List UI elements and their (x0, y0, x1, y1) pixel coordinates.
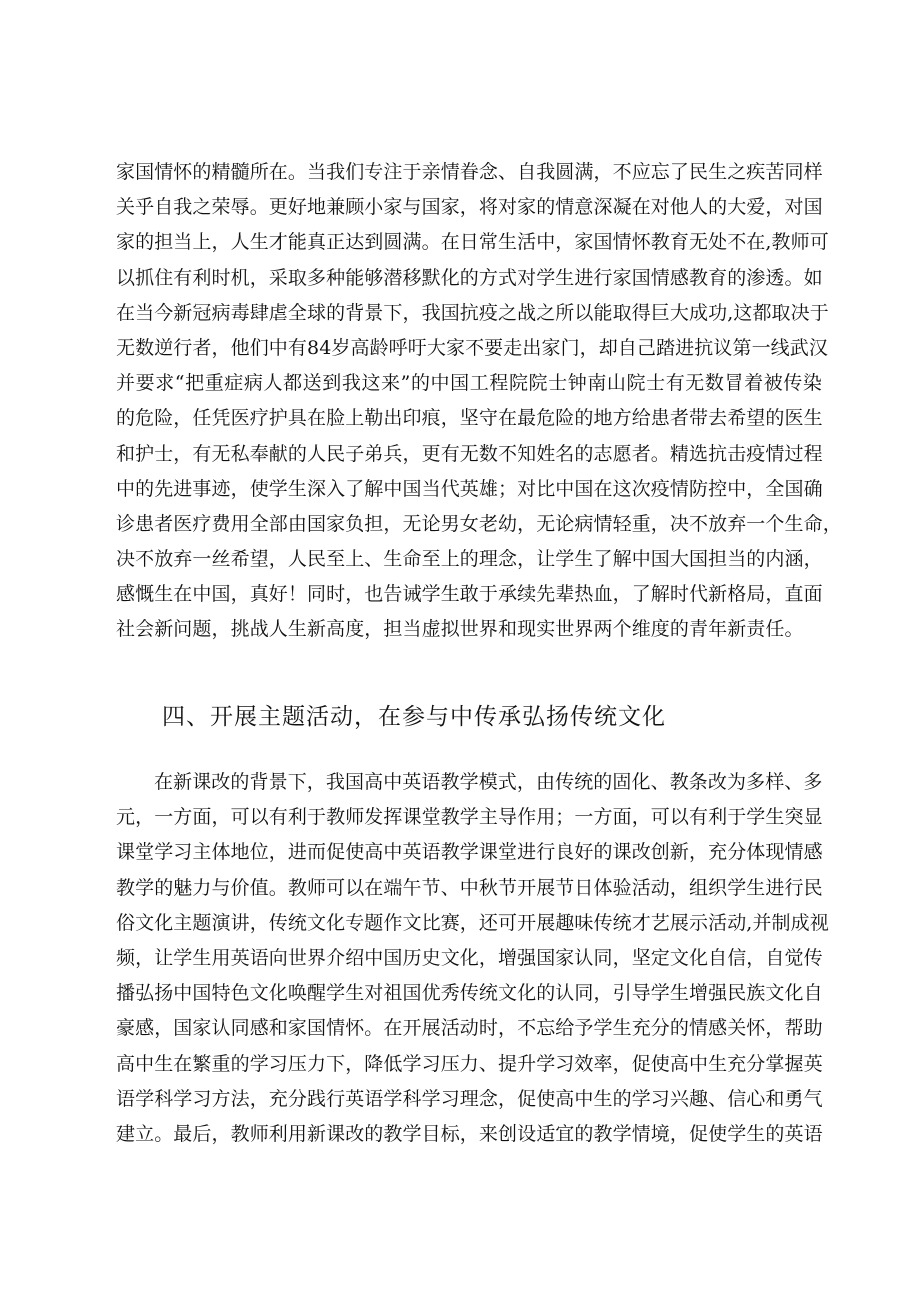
text-line: 以抓住有利时机，采取多种能够潜移默化的方式对学生进行家国情感教育的渗透。如 (116, 266, 823, 289)
text-line: 社会新问题，挑战人生新高度，担当虚拟世界和现实世界两个维度的青年新责任。 (116, 618, 804, 641)
text-line: 感慨生在中国，真好！同时，也告诫学生敢于承续先辈热血，了解时代新格局，直面 (116, 583, 823, 606)
text-line: 豪感，国家认同感和家国情怀。在开展活动时，不忘给予学生充分的情感关怀，帮助 (116, 1017, 823, 1040)
text-line: 的危险，任凭医疗护具在脸上勒出印痕，坚守在最危险的地方给患者带去希望的医生 (116, 407, 823, 430)
text-line: 家国情怀的精髓所在。当我们专注于亲情眷念、自我圆满，不应忘了民生之疾苦同样 (116, 161, 823, 183)
text-line: 中的先进事迹，使学生深入了解中国当代英雄；对比中国在这次疫情防控中，全国确 (116, 477, 823, 500)
text-line: 关乎自我之荣辱。更好地兼顾小家与国家，将对家的情意深凝在对他人的大爱，对国 (116, 196, 823, 219)
text-line: 课堂学习主体地位，进而促使高中英语教学课堂进行良好的课改创新，充分体现情感 (116, 841, 823, 864)
text-line: 语学科学习方法，充分践行英语学科学习理念，促使高中生的学习兴趣、信心和勇气 (116, 1087, 823, 1110)
text-line: 频，让学生用英语向世界介绍中国历史文化，增强国家认同，坚定文化自信，自觉传 (116, 946, 823, 969)
text-line: 家的担当上，人生才能真正达到圆满。在日常生活中，家国情怀教育无处不在,教师可 (116, 231, 829, 254)
text-line: 元，一方面，可以有利于教师发挥课堂教学主导作用；一方面，可以有利于学生突显 (116, 806, 823, 829)
text-line: 俗文化主题演讲，传统文化专题作文比赛，还可开展趣味传统才艺展示活动,并制成视 (116, 911, 829, 934)
text-line: 播弘扬中国特色文化唤醒学生对祖国优秀传统文化的认同，引导学生增强民族文化自 (116, 982, 823, 1005)
text-line: 无数逆行者，他们中有84岁高龄呼吁大家不要走出家门，却自己踏进抗议第一线武汉 (116, 336, 828, 359)
text-line: 诊患者医疗费用全部由国家负担，无论男女老幼，无论病情轻重，决不放弃一个生命， (116, 512, 842, 535)
text-line: 教学的魅力与价值。教师可以在端午节、中秋节开展节日体验活动，组织学生进行民 (116, 876, 823, 899)
text-line: 在当今新冠病毒肆虐全球的背景下，我国抗疫之战之所以能取得巨大成功,这都取决于 (116, 301, 829, 324)
text-line: 建立。最后，教师利用新课改的教学目标，来创设适宜的教学情境，促使学生的英语 (116, 1122, 823, 1145)
paragraph-theme-activities (116, 765, 829, 1152)
text-line: 高中生在繁重的学习压力下，降低学习压力、提升学习效率，促使高中生充分掌握英 (116, 1052, 823, 1075)
paragraph-family-nation-sentiment (116, 155, 842, 648)
text-line: 决不放弃一丝希望，人民至上、生命至上的理念，让学生了解中国大国担当的内涵， (116, 548, 823, 571)
text-line: 在新课改的背景下，我国高中英语教学模式，由传统的固化、教条改为多样、多 (154, 771, 823, 793)
text-line: 并要求“把重症病人都送到我这来”的中国工程院院士钟南山院士有无数冒着被传染 (116, 372, 822, 395)
text-line: 和护士，有无私奉献的人民子弟兵，更有无数不知姓名的志愿者。精选抗击疫情过程 (116, 442, 823, 465)
section-heading: 四、开展主题活动，在参与中传承弘扬传统文化 (162, 704, 666, 730)
